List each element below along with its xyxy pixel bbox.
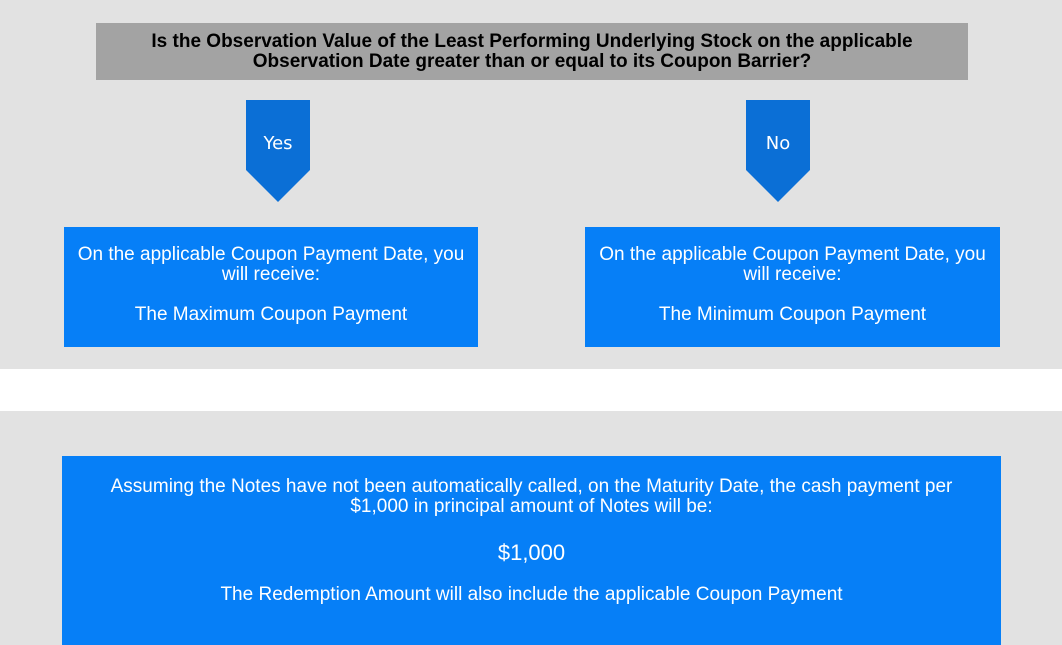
yes-arrow: [246, 100, 310, 202]
no-payment-text: The Minimum Coupon Payment: [658, 304, 927, 325]
decision-question-text: Is the Observation Value of the Least Performing Underlying Stock on the applicable Observation Date greater than or equal to its Coupon Barrier?: [151, 30, 913, 72]
decision-question-box: [96, 23, 968, 80]
no-outcome-box: [585, 227, 1000, 347]
no-arrow: [746, 100, 810, 202]
yes-receive-text: On the applicable Coupon Payment Date, you will receive:: [77, 244, 465, 285]
yes-label: Yes: [263, 133, 293, 154]
yes-payment-text: The Maximum Coupon Payment: [134, 304, 408, 325]
maturity-payment-box: [62, 456, 1001, 645]
maturity-amount: $1,000: [497, 540, 566, 565]
no-label: No: [765, 133, 791, 154]
maturity-description: Assuming the Notes have not been automatically called, on the Maturity Date, the cash payment per $1,000 in principal amount of Notes will be:: [110, 476, 953, 517]
maturity-note: The Redemption Amount will also include the applicable Coupon Payment: [220, 584, 843, 605]
no-receive-text: On the applicable Coupon Payment Date, you will receive:: [599, 244, 986, 285]
yes-outcome-box: [64, 227, 478, 347]
